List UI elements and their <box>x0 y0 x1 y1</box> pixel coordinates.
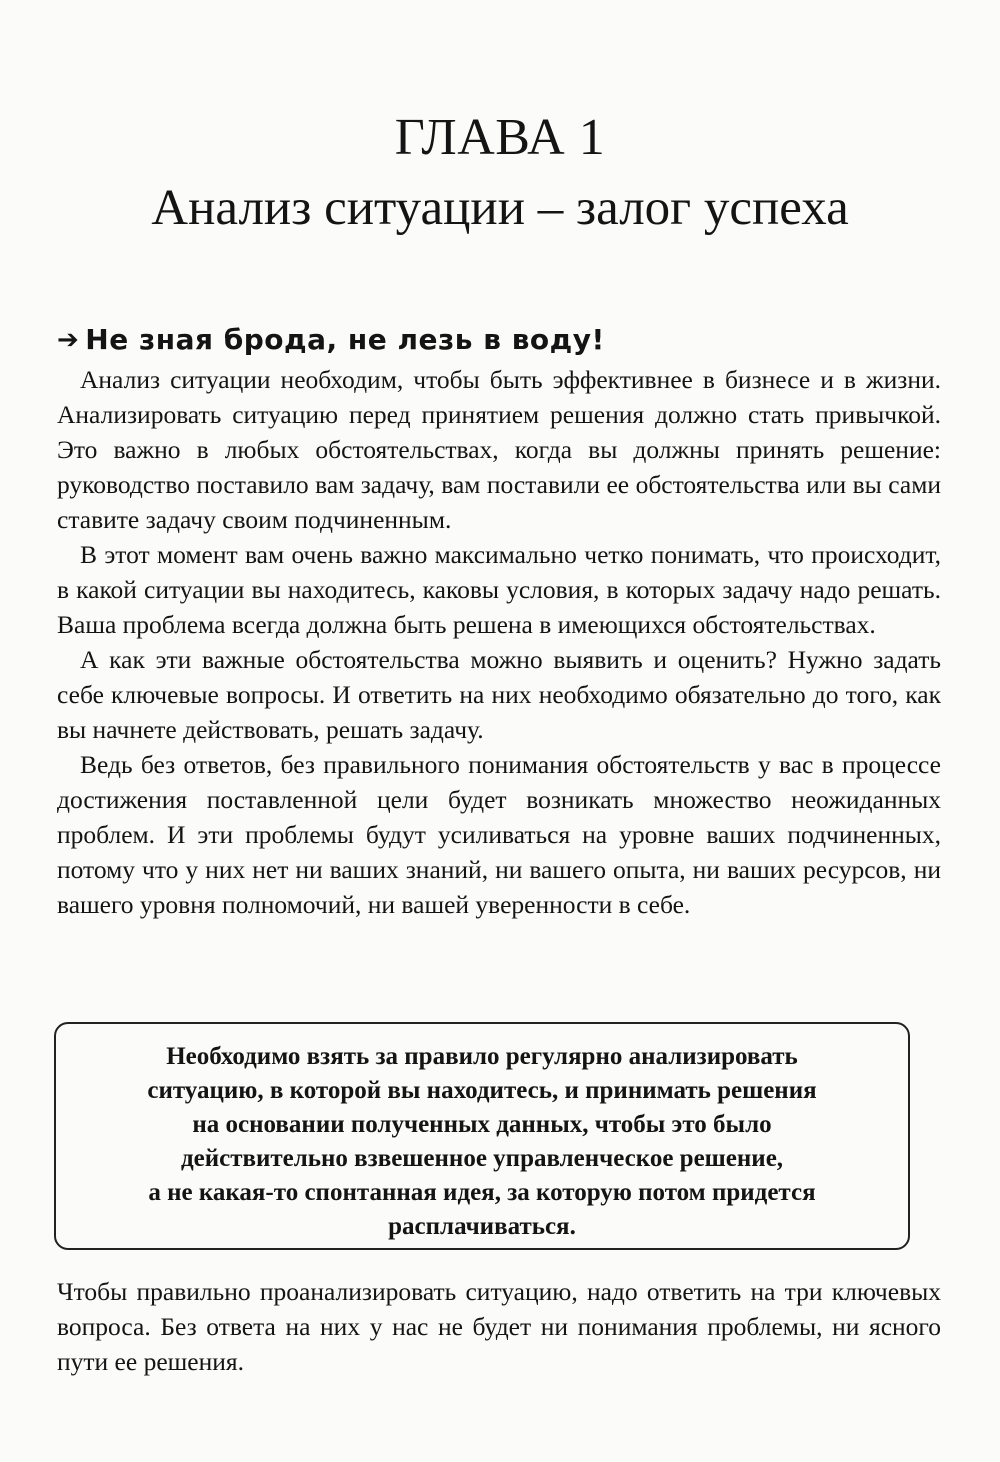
callout-line: на основании полученных данных, чтобы это было <box>192 1111 772 1138</box>
paragraph: А как эти важные обстоятельства можно выявить и оценить? Нужно задать себе ключевые вопросы. И ответить на них необходимо обязательно до того, как вы начнете действовать, решать задачу. <box>57 645 941 744</box>
paragraph: Чтобы правильно проанализировать ситуацию, надо ответить на три ключевых вопроса. Без ответа на них у нас не будет ни понимания проблемы, ни ясного пути ее решения. <box>57 1277 941 1376</box>
paragraph: Ведь без ответов, без правильного понимания обстоятельств у вас в процессе достижения поставленной цели будет возникать множество неожиданных проблем. И эти проблемы будут усиливаться на уровне ваших подчиненных, потому что у них нет ни ваших знаний, ни вашего опыта, ни ваших ресурсов, ни вашего уровня полномочий, ни вашей уверенности в себе. <box>57 750 941 919</box>
paragraph: В этот момент вам очень важно максимально четко понимать, что происходит, в какой ситуации вы находитесь, каковы условия, в которых задачу надо решать. Ваша проблема всегда должна быть решена в имеющихся обстоятельствах. <box>57 540 941 639</box>
section-heading-text: Не зная брода, не лезь в воду! <box>85 323 605 356</box>
callout-line: расплачиваться. <box>388 1213 576 1240</box>
body-text <box>57 362 941 922</box>
callout-line: ситуацию, в которой вы находитесь, и принимать решения <box>147 1077 817 1104</box>
section-heading <box>57 322 937 358</box>
callout-box <box>54 1022 910 1250</box>
callout-line: действительно взвешенное управленческое решение, <box>180 1145 784 1172</box>
arrow-right-icon: ➔ <box>57 325 80 355</box>
closing-text <box>57 1274 941 1379</box>
paragraph: Анализ ситуации необходим, чтобы быть эффективнее в бизнесе и в жизни. Анализировать ситуацию перед принятием решения должно стать привычкой. Это важно в любых обстоятельствах, когда вы должны принять решение: руководство поставило вам задачу, вам поставили ее обстоятельства или вы сами ставите задачу своим подчиненным. <box>57 365 941 534</box>
chapter-title: Анализ ситуации – залог успеха <box>151 180 849 236</box>
callout-line: Необходимо взять за правило регулярно анализировать <box>166 1043 798 1070</box>
callout-line: а не какая-то спонтанная идея, за которую потом придется <box>148 1179 816 1206</box>
chapter-number: ГЛАВА 1 <box>394 109 606 166</box>
